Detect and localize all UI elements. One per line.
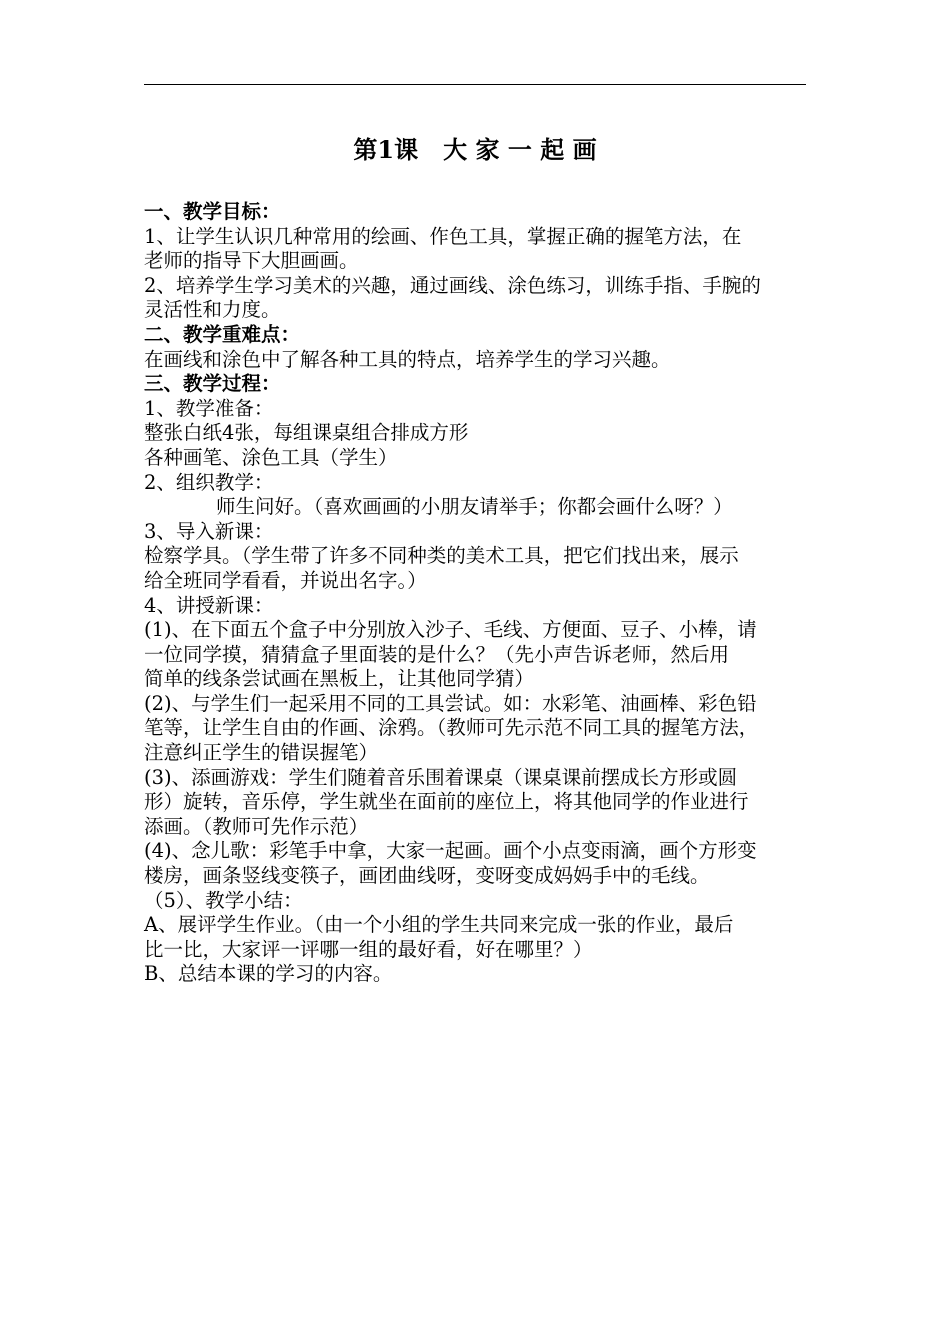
text-line: 形）旋转，音乐停，学生就坐在面前的座位上，将其他同学的作业进行 bbox=[144, 790, 749, 814]
text-line: 各种画笔、涂色工具（学生） bbox=[144, 445, 398, 469]
text-line: 1、让学生认识几种常用的绘画、作色工具，掌握正确的握笔方法，在 bbox=[144, 224, 742, 248]
text-line: 4、讲授新课： bbox=[144, 593, 274, 617]
text-line: 检察学具。（学生带了许多不同种类的美术工具，把它们找出来，展示 bbox=[144, 544, 739, 568]
text-line: B、总结本课的学习的内容。 bbox=[144, 962, 393, 986]
section-heading: 二、教学重难点： bbox=[144, 322, 301, 346]
text-line: 简单的线条尝试画在黑板上，让其他同学猜） bbox=[144, 667, 535, 691]
text-line: 灵活性和力度。 bbox=[144, 298, 281, 322]
text-line: 2、培养学生学习美术的兴趣，通过画线、涂色练习，训练手指、手腕的 bbox=[144, 273, 761, 297]
section-heading: 三、教学过程： bbox=[144, 372, 281, 396]
text-line: 给全班同学看看，并说出名字。） bbox=[144, 568, 427, 592]
text-line: 1、教学准备： bbox=[144, 396, 274, 420]
text-line: 添画。（教师可先作示范） bbox=[144, 814, 369, 838]
document-body bbox=[144, 200, 808, 987]
text-line: (1)、在下面五个盒子中分别放入沙子、毛线、方便面、豆子、小棒，请 bbox=[144, 618, 757, 642]
text-line: (4)、念儿歌：彩笔手中拿，大家一起画。画个小点变雨滴，画个方形变 bbox=[144, 839, 757, 863]
text-line: 比一比，大家评一评哪一组的最好看，好在哪里？） bbox=[144, 937, 593, 961]
text-line: 一位同学摸，猜猜盒子里面装的是什么？（先小声告诉老师，然后用 bbox=[144, 642, 730, 666]
text-line: 3、导入新课： bbox=[144, 519, 274, 543]
text-line: 2、组织教学： bbox=[144, 470, 274, 494]
text-line: 在画线和涂色中了解各种工具的特点，培养学生的学习兴趣。 bbox=[144, 347, 671, 371]
text-line: 楼房，画条竖线变筷子，画团曲线呀，变呀变成妈妈手中的毛线。 bbox=[144, 864, 710, 888]
text-line: 整张白纸4张，每组课桌组合排成方形 bbox=[144, 421, 469, 445]
section-heading: 一、教学目标： bbox=[144, 200, 281, 223]
text-line: 老师的指导下大胆画画。 bbox=[144, 249, 359, 273]
text-line: A、展评学生作业。（由一个小组的学生共同来完成一张的作业，最后 bbox=[144, 913, 734, 937]
header-rule bbox=[144, 84, 806, 85]
text-line: 注意纠正学生的错误握笔） bbox=[144, 741, 379, 765]
text-line: 笔等，让学生自由的作画、涂鸦。（教师可先示范不同工具的握笔方法， bbox=[144, 716, 759, 740]
text-line: (3)、添画游戏：学生们随着音乐围着课桌（课桌课前摆成长方形或圆 bbox=[144, 765, 738, 789]
page-title: 第1课 大 家 一 起 画 bbox=[353, 135, 597, 164]
text-line: 师生问好。（喜欢画画的小朋友请举手；你都会画什么呀？） bbox=[216, 495, 733, 519]
text-line: (2)、与学生们一起采用不同的工具尝试。如：水彩笔、油画棒、彩色铅 bbox=[144, 691, 757, 715]
text-line: （5）、教学小结： bbox=[144, 888, 303, 912]
